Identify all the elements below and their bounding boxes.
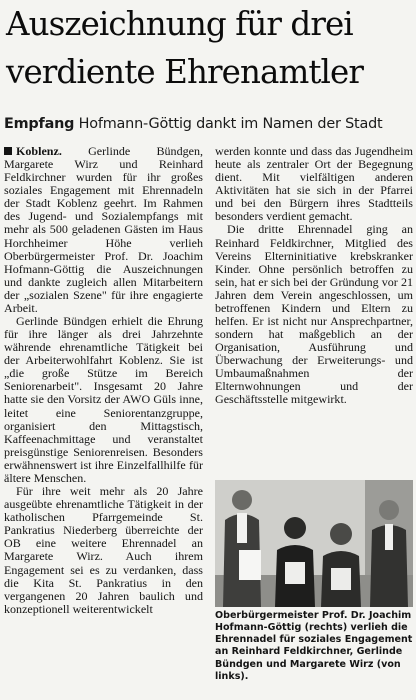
photo-illustration	[215, 480, 413, 607]
article-paragraph: Die dritte Ehrennadel ging an Reinhard Feldkirchner, Mitglied des Vereins Elterninitiative krebskranker Kinder. Ohne persönlich betroffen zu sein, hat er sich bei der Gründung vor 21 Jahren dem Verein angeschlossen, um betroffenen Kindern und Eltern zu helfen. Er ist nicht nur Ansprechpartner, sondern hat maßgeblich an der Organisation, Ausführung und Überwachung der Erweiterungs- und Umbaumaßnahmen der Elternwohnungen und der Geschäftsstelle mitgewirkt.	[215, 222, 413, 407]
article-column-left	[4, 145, 203, 616]
dateline: Koblenz.	[16, 144, 62, 158]
article-column-right	[215, 145, 413, 407]
article-paragraph: werden konnte und dass das Jugendheim heute als zentraler Ort der Begegnung dient. Mit vielfältigen anderen Aktivitäten hat sie sich in der Pfarrei und bei den Bürgern ihres Stadtteils besonders verdient gemacht.	[215, 144, 413, 224]
subhead-text: Hofmann-Göttig dankt im Namen der Stadt	[78, 116, 383, 132]
headline-line-2: verdiente Ehrenamtler	[6, 53, 363, 91]
article-paragraph: Gerlinde Bündgen erhielt die Ehrung für ihre länger als drei Jahrzehnte währende ehrenamtliche Tätigkeit bei der Arbeiterwohlfahrt Koblenz. Sie ist „die große Stütze im Bereich Seniorenarbeit". Insgesamt 20 Jahre hatte sie den Vorsitz der AWO Güls inne, leitet eine Seniorentanzgruppe, organisiert den Mittagstisch, Kaffeenachmittage und veranstaltet preisgünstige Seniorenreisen. Besonders erwähnenswert ist ihre Einzelfallhilfe für ältere Menschen.	[4, 314, 203, 485]
photo-caption: Oberbürgermeister Prof. Dr. Joachim Hofmann-Göttig (rechts) verlieh die Ehrennadel für soziales Engagement an Reinhard Feldkirchner, Gerlinde Bündgen und Margarete Wirz (von links).	[215, 610, 413, 682]
article-paragraph: Für ihre weit mehr als 20 Jahre ausgeübte ehrenamtliche Tätigkeit in der katholischen Pfarrgemeinde St. Pankratius Niederberg überreichte der OB eine weitere Ehrennadel an Margarete Wirz. Auch ihrem Engagement sei es zu verdanken, dass die Kita St. Pankratius in den vergangenen 20 Jahren baulich und konzeptionell weiterentwickelt	[4, 484, 203, 616]
subheadline	[4, 115, 414, 133]
subhead-kicker: Empfang	[4, 116, 75, 132]
dateline-bullet-icon	[4, 147, 12, 155]
headline	[6, 0, 414, 96]
headline-line-1: Auszeichnung für drei	[6, 5, 353, 43]
award-photo	[215, 480, 413, 607]
article-paragraph	[4, 145, 203, 315]
paragraph-text: Gerlinde Bündgen, Margarete Wirz und Reinhard Feldkirchner wurden für ihr großes soziales Engagement mit Ehrennadeln der Stadt Koblenz geehrt. Im Rahmen des Jugend- und Sozialempfangs mit mehr als 500 geladenen Gästen im Haus Horchheimer Höhe verlieh Oberbürgermeister Prof. Dr. Joachim Hofmann-Göttig die Auszeichnungen und dankte zugleich allen Mitarbeitern der „sozialen Szene" für ihre engagierte Arbeit.	[4, 144, 204, 315]
